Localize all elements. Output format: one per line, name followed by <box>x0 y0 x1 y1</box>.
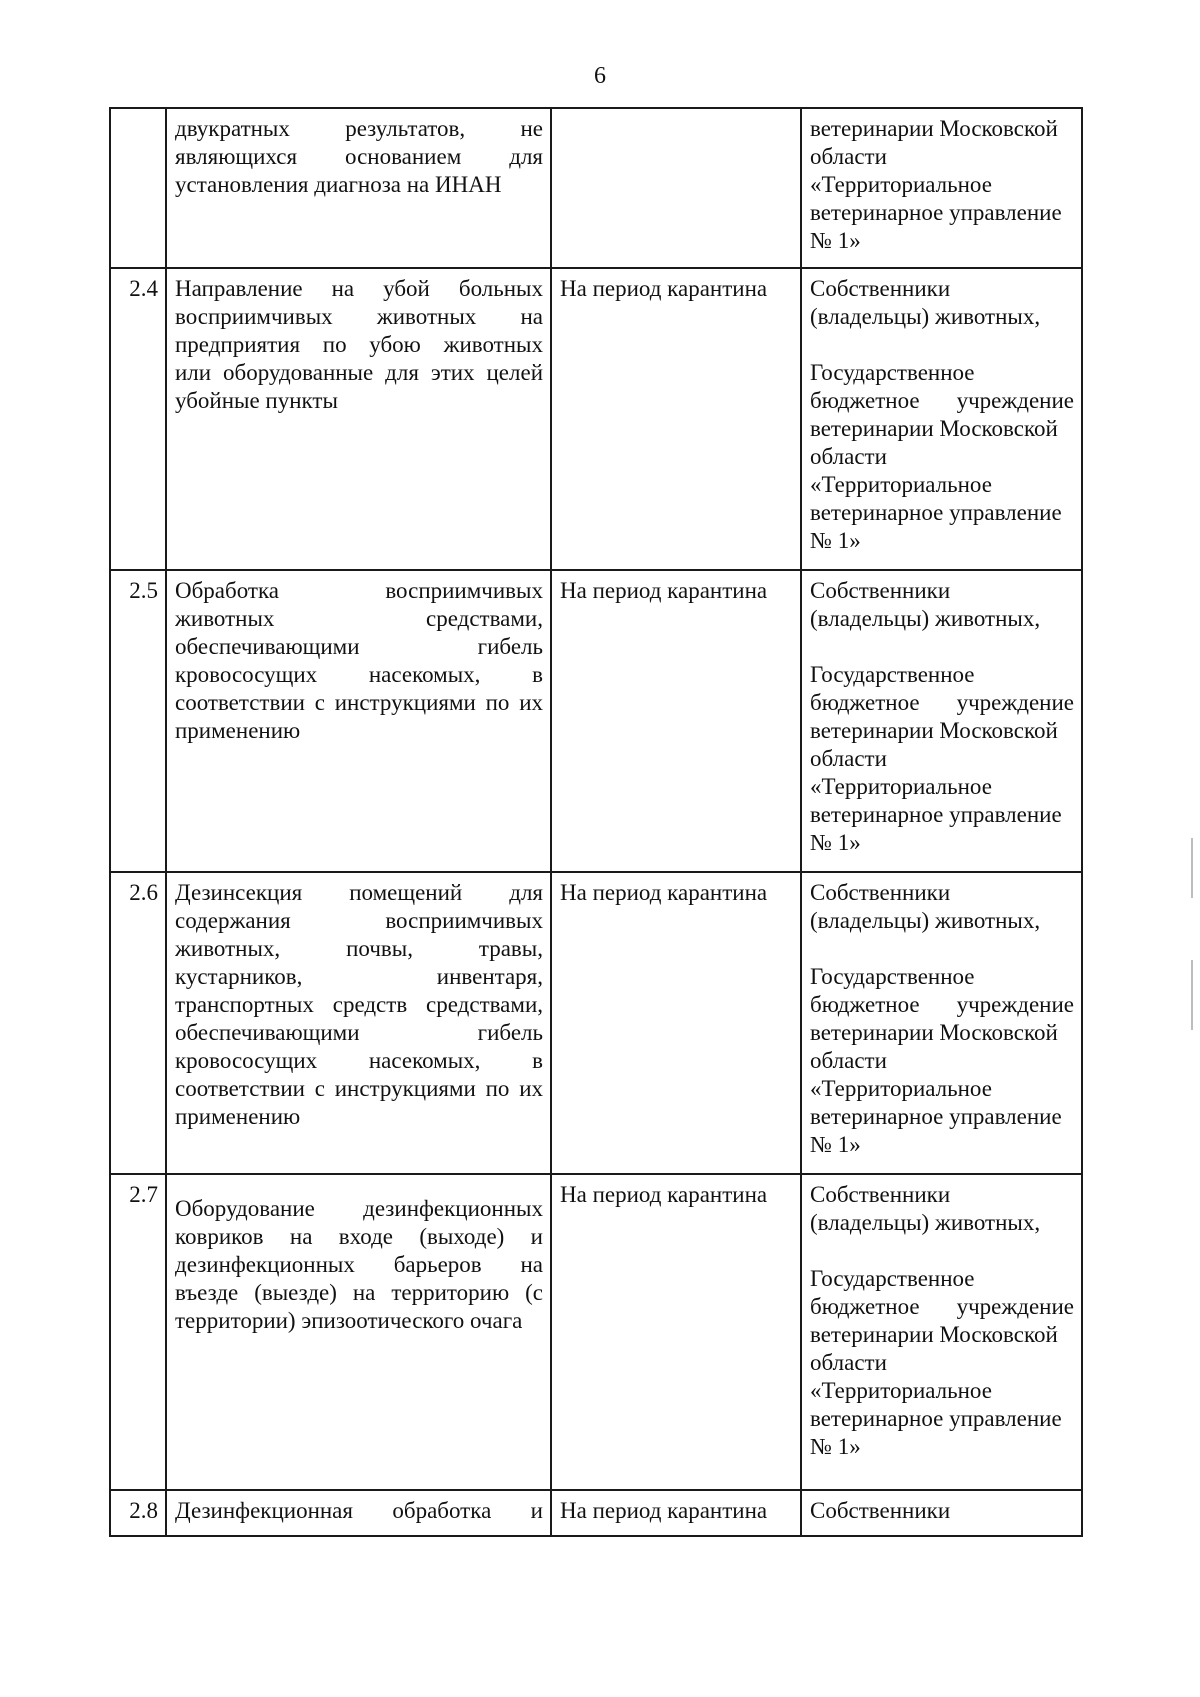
action-text-line: животных средствами, <box>175 606 543 631</box>
responsible-cell <box>801 108 1082 268</box>
paragraph-gap <box>810 331 1074 359</box>
responsible-text-line: Государственное <box>810 360 975 385</box>
action-text-line: кровососущих насекомых, в <box>175 662 543 687</box>
scan-edge-mark <box>1191 838 1193 898</box>
responsible-text-line: ветеринарии Московской <box>810 116 1058 141</box>
action-text-line: обеспечивающими гибель <box>175 634 543 659</box>
term-cell: На период карантина <box>551 1490 801 1536</box>
responsible-text-line: области <box>810 746 887 771</box>
action-text-line: Направление на убой больных <box>175 276 543 301</box>
action-cell <box>166 268 551 570</box>
action-text-line: Оборудование дезинфекционных <box>175 1196 543 1221</box>
responsible-text-line: Собственники <box>810 880 951 905</box>
table-row <box>110 108 1082 268</box>
responsible-text-line: № 1» <box>810 830 861 855</box>
action-text-line: Обработка восприимчивых <box>175 578 543 603</box>
action-text-line: или оборудованные для этих целей <box>175 360 543 385</box>
action-text-line: Дезинсекция помещений для <box>175 880 543 905</box>
responsible-cell <box>801 570 1082 872</box>
action-cell <box>166 570 551 872</box>
action-text-line: кровососущих насекомых, в <box>175 1048 543 1073</box>
action-text-line: применению <box>175 718 301 743</box>
responsible-text-line: ветеринарии Московской <box>810 1322 1058 1347</box>
responsible-text-line: Государственное <box>810 1266 975 1291</box>
responsible-text-line: Собственники <box>810 578 951 603</box>
term-cell: На период карантина <box>551 268 801 570</box>
action-text-line: Дезинфекционная обработка и <box>175 1498 543 1523</box>
scan-edge-mark <box>1191 960 1193 1030</box>
responsible-text-line: № 1» <box>810 1132 861 1157</box>
responsible-text-line: № 1» <box>810 1434 861 1459</box>
action-text-line: обеспечивающими гибель <box>175 1020 543 1045</box>
action-text-line: кустарников, инвентаря, <box>175 964 543 989</box>
action-text-line: соответствии с инструкциями по их <box>175 690 543 715</box>
responsible-text-line: ветеринарное управление <box>810 802 1062 827</box>
responsible-text-line: ветеринарное управление <box>810 500 1062 525</box>
responsible-text-line: № 1» <box>810 528 861 553</box>
action-text-line: восприимчивых животных на <box>175 304 543 329</box>
responsible-cell <box>801 1174 1082 1490</box>
responsible-text-line: Собственники <box>810 1182 951 1207</box>
term-cell: На период карантина <box>551 872 801 1174</box>
responsible-text-line: ветеринарии Московской <box>810 416 1058 441</box>
action-text-line: дезинфекционных барьеров на <box>175 1252 543 1277</box>
responsible-text-line: бюджетное учреждение <box>810 388 1074 413</box>
responsible-cell <box>801 268 1082 570</box>
row-number-cell: 2.4 <box>110 268 166 570</box>
row-number-cell: 2.6 <box>110 872 166 1174</box>
responsible-text-line: (владельцы) животных, <box>810 908 1041 933</box>
action-cell <box>166 1490 551 1536</box>
paragraph-gap <box>810 633 1074 661</box>
page-number: 6 <box>594 63 606 89</box>
row-number-cell: 2.7 <box>110 1174 166 1490</box>
responsible-cell <box>801 1490 1082 1536</box>
responsible-text-line: «Территориальное <box>810 1076 992 1101</box>
row-number-cell <box>110 108 166 268</box>
action-text-line: животных, почвы, травы, <box>175 936 543 961</box>
responsible-text-line: бюджетное учреждение <box>810 690 1074 715</box>
action-text-line: ковриков на входе (выходе) и <box>175 1224 543 1249</box>
measures-table-body <box>110 108 1082 1536</box>
responsible-text-line: бюджетное учреждение <box>810 992 1074 1017</box>
action-text-line: соответствии с инструкциями по их <box>175 1076 543 1101</box>
measures-table <box>109 107 1083 1537</box>
table-row <box>110 1174 1082 1490</box>
row-number-cell: 2.8 <box>110 1490 166 1536</box>
responsible-text-line: области <box>810 1048 887 1073</box>
table-row <box>110 1490 1082 1536</box>
action-text-line: установления диагноза на ИНАН <box>175 172 502 197</box>
action-text-line: территории) эпизоотического очага <box>175 1308 523 1333</box>
responsible-cell <box>801 872 1082 1174</box>
responsible-text-line: Собственники <box>810 276 951 301</box>
responsible-text-line: (владельцы) животных, <box>810 304 1041 329</box>
action-text-line: являющихся основанием для <box>175 144 543 169</box>
action-text-line: транспортных средств средствами, <box>175 992 543 1017</box>
responsible-text-line: ветеринарное управление <box>810 200 1062 225</box>
responsible-text-line: ветеринарное управление <box>810 1104 1062 1129</box>
action-text-line: содержания восприимчивых <box>175 908 543 933</box>
table-row <box>110 268 1082 570</box>
responsible-text-line: ветеринарии Московской <box>810 1020 1058 1045</box>
responsible-text-line: «Территориальное <box>810 774 992 799</box>
action-text-line: убойные пункты <box>175 388 338 413</box>
term-cell: На период карантина <box>551 570 801 872</box>
paragraph-gap <box>810 935 1074 963</box>
term-cell <box>551 108 801 268</box>
responsible-text-line: № 1» <box>810 228 861 253</box>
responsible-text-line: (владельцы) животных, <box>810 1210 1041 1235</box>
responsible-text-line: (владельцы) животных, <box>810 606 1041 631</box>
responsible-text-line: «Территориальное <box>810 1378 992 1403</box>
paragraph-gap <box>810 1237 1074 1265</box>
action-cell <box>166 872 551 1174</box>
responsible-text-line: области <box>810 144 887 169</box>
responsible-text-line: Государственное <box>810 662 975 687</box>
action-text-line: въезде (выезде) на территорию (с <box>175 1280 543 1305</box>
term-cell: На период карантина <box>551 1174 801 1490</box>
table-row <box>110 570 1082 872</box>
row-number-cell: 2.5 <box>110 570 166 872</box>
table-row <box>110 872 1082 1174</box>
action-text-line: предприятия по убою животных <box>175 332 543 357</box>
responsible-text-line: области <box>810 444 887 469</box>
responsible-text-line: ветеринарии Московской <box>810 718 1058 743</box>
responsible-text-line: «Территориальное <box>810 172 992 197</box>
action-text-line: применению <box>175 1104 301 1129</box>
responsible-text-line: «Территориальное <box>810 472 992 497</box>
action-cell <box>166 108 551 268</box>
action-cell <box>166 1174 551 1490</box>
responsible-text-line: области <box>810 1350 887 1375</box>
responsible-text-line: Собственники <box>810 1498 951 1523</box>
responsible-text-line: Государственное <box>810 964 975 989</box>
responsible-text-line: бюджетное учреждение <box>810 1294 1074 1319</box>
action-text-line: двукратных результатов, не <box>175 116 543 141</box>
responsible-text-line: ветеринарное управление <box>810 1406 1062 1431</box>
